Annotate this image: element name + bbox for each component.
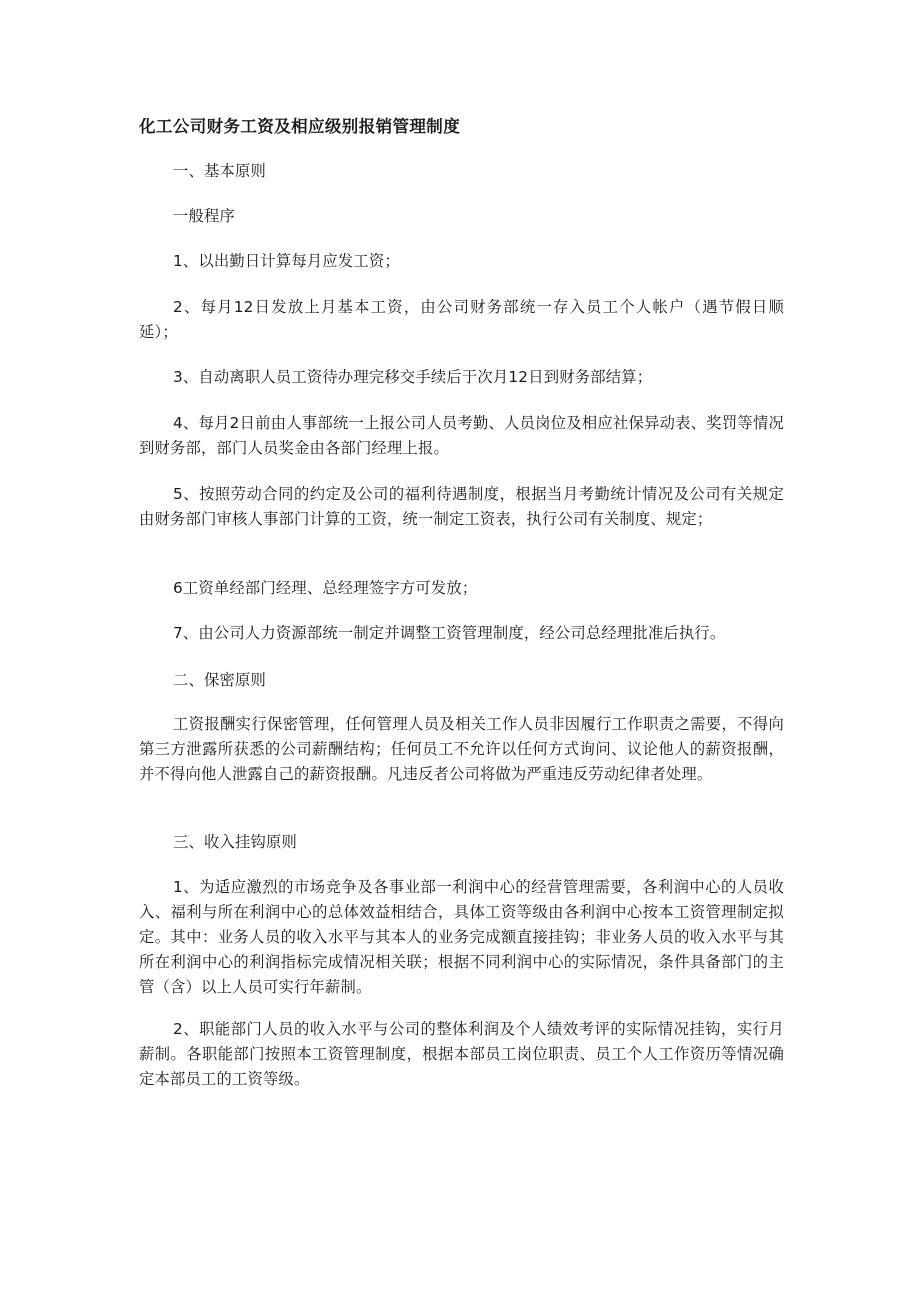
section-1-item-5: 5、按照劳动合同的约定及公司的福利待遇制度，根据当月考勤统计情况及公司有关规定由财务部门审核人事部门计算的工资，统一制定工资表，执行公司有关制度、规定； (139, 485, 784, 528)
section-3-item-1: 1、为适应激烈的市场竞争及各事业部一利润中心的经营管理需要，各利润中心的人员收入、福利与所在利润中心的总体效益相结合，具体工资等级由各利润中心按本工资管理制定拟定。其中：业务人员的收入水平与其本人的业务完成额直接挂钩；非业务人员的收入水平与其所在利润中心的利润指标完成情况相关联；根据不同利润中心的实际情况，条件具备部门的主管（含）以上人员可实行年薪制。 (139, 878, 784, 996)
section-3-heading: 三、收入挂钩原则 (173, 833, 297, 851)
section-1-item-6: 6工资单经部门经理、总经理签字方可发放； (173, 579, 478, 597)
section-1-item-4: 4、每月2日前由人事部统一上报公司人员考勤、人员岗位及相应社保异动表、奖罚等情况到财务部，部门人员奖金由各部门经理上报。 (139, 414, 784, 457)
section-1-item-7: 7、由公司人力资源部统一制定并调整工资管理制度，经公司总经理批准后执行。 (173, 624, 726, 642)
document-title: 化工公司财务工资及相应级别报销管理制度 (139, 117, 461, 136)
section-1-subheading: 一般程序 (173, 207, 235, 225)
section-1-heading: 一、基本原则 (173, 162, 266, 180)
section-1-item-3: 3、自动离职人员工资待办理完移交手续后于次月12日到财务部结算； (173, 368, 653, 386)
section-2-heading: 二、保密原则 (173, 671, 266, 689)
section-2-body: 工资报酬实行保密管理，任何管理人员及相关工作人员非因履行工作职责之需要，不得向第三方泄露所获悉的公司薪酬结构；任何员工不允许以任何方式询问、议论他人的薪资报酬，并不得向他人泄露自己的薪资报酬。凡违反者公司将做为严重违反劳动纪律者处理。 (139, 715, 784, 783)
section-3-item-2: 2、职能部门人员的收入水平与公司的整体利润及个人绩效考评的实际情况挂钩，实行月薪制。各职能部门按照本工资管理制度，根据本部员工岗位职责、员工个人工作资历等情况确定本部员工的工资等级。 (139, 1020, 784, 1088)
section-1-item-1: 1、以出勤日计算每月应发工资； (173, 252, 400, 270)
section-1-item-2: 2、每月12日发放上月基本工资，由公司财务部统一存入员工个人帐户（遇节假日顺延）； (139, 298, 784, 341)
